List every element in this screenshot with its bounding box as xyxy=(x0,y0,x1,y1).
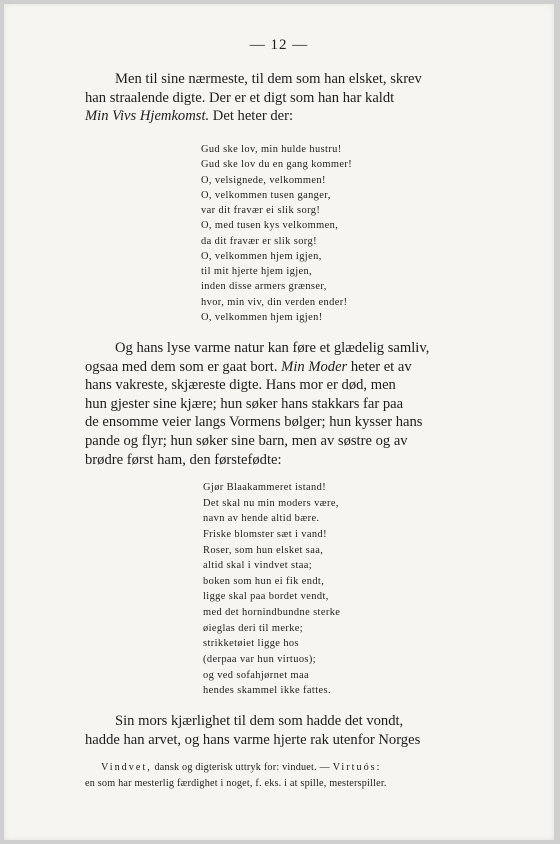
paragraph-1-line-1: Men til sine nærmeste, til dem som han elsket, skrev xyxy=(115,71,422,87)
paragraph-2 xyxy=(85,339,505,469)
poem-line: O, velsignede, velkommen! xyxy=(201,174,326,186)
footnote-line-1 xyxy=(85,760,505,776)
poem-line: Det skal nu min moders være, xyxy=(203,497,339,509)
paragraph-2-line-2-end: heter et av xyxy=(347,358,412,375)
poem-line: (derpaa var hun virtuos); xyxy=(203,654,317,666)
footnote-term-vindvet: Vindvet, xyxy=(101,762,152,773)
poem-line: O, velkommen tusen ganger, xyxy=(201,189,331,201)
poem-line: O, velkommen hjem igjen! xyxy=(201,311,323,323)
footnote-line-2: en som har mesterlig færdighet i noget, f. eks. i at spille, mesterspiller. xyxy=(85,777,387,789)
paragraph-3 xyxy=(85,712,505,749)
poem-line: med det hornindbundne sterke xyxy=(203,607,341,619)
footnote-term-virtuos: Virtuós: xyxy=(332,762,382,773)
paragraph-1-line-3 xyxy=(85,107,505,126)
book-page xyxy=(4,4,554,840)
paragraph-2-line-2-start: ogsaa med dem som er gaat bort. xyxy=(85,358,282,375)
paragraph-1 xyxy=(85,70,505,126)
poem-line: og ved sofahjørnet maa xyxy=(203,669,310,681)
footnote-def-1: dansk og digterisk uttryk for: vinduet. — xyxy=(151,762,333,773)
poem-line: Friske blomster sæt i vand! xyxy=(203,528,327,540)
poem-title-italic: Min Moder xyxy=(281,358,348,375)
paragraph-1-line-2: han straalende digte. Der er et digt som han har kaldt xyxy=(85,89,395,106)
poem-line: til mit hjerte hjem igjen, xyxy=(201,266,313,277)
poem-line: O, velkommen hjem igjen, xyxy=(201,250,322,262)
paragraph-1-tail: Det heter der: xyxy=(209,108,294,125)
page-number: — 12 — xyxy=(249,37,309,53)
poem-line: øieglas deri til merke; xyxy=(203,622,304,634)
poem-min-moder xyxy=(203,480,463,699)
poem-line: strikketøiet ligge hos xyxy=(203,638,299,650)
poem-line: O, med tusen kys velkommen, xyxy=(201,220,339,232)
poem-line: inden disse armers grænser, xyxy=(201,281,327,293)
poem-line: Roser, som hun elsket saa, xyxy=(203,544,324,556)
footnote xyxy=(85,760,505,791)
paragraph-2-line-1: Og hans lyse varme natur kan føre et glædelig samliv, xyxy=(115,340,430,356)
poem-line: Gjør Blaakammeret istand! xyxy=(203,482,327,493)
poem-line: da dit fravær er slik sorg! xyxy=(201,235,317,247)
poem-min-vivs-hjemkomst xyxy=(201,142,461,325)
poem-line: hendes skammel ikke fattes. xyxy=(203,685,331,697)
paragraph-2-line-3: hans vakreste, skjæreste digte. Hans mor er død, men xyxy=(85,377,396,394)
poem-line: ligge skal paa bordet vendt, xyxy=(203,591,329,603)
poem-line: Gud ske lov, min hulde hustru! xyxy=(201,144,342,155)
paragraph-2-line-2 xyxy=(85,358,505,377)
poem-line: altid skal i vindvet staa; xyxy=(203,560,313,572)
poem-line: navn av hende altid bære. xyxy=(203,513,320,525)
poem-line: hvor, min viv, din verden ender! xyxy=(201,296,348,308)
paragraph-2-line-5: de ensomme veier langs Vormens bølger; hun kysser hans xyxy=(85,414,423,431)
poem-line: var dit fravær ei slik sorg! xyxy=(201,205,321,216)
poem-title-italic: Min Vivs Hjemkomst. xyxy=(85,108,210,125)
paragraph-3-line-1: Sin mors kjærlighet til dem som hadde det vondt, xyxy=(115,713,404,729)
poem-line: Gud ske lov du en gang kommer! xyxy=(201,159,353,171)
paragraph-3-line-2: hadde han arvet, og hans varme hjerte rak utenfor Norges xyxy=(85,731,421,748)
paragraph-2-line-4: hun gjester sine kjære; hun søker hans stakkars far paa xyxy=(85,395,404,412)
paragraph-2-line-7: brødre først ham, den førstefødte: xyxy=(85,451,282,468)
paragraph-2-line-6: pande og flyr; hun søker sine barn, men av søstre og av xyxy=(85,432,408,449)
poem-line: boken som hun ei fik endt, xyxy=(203,575,325,587)
